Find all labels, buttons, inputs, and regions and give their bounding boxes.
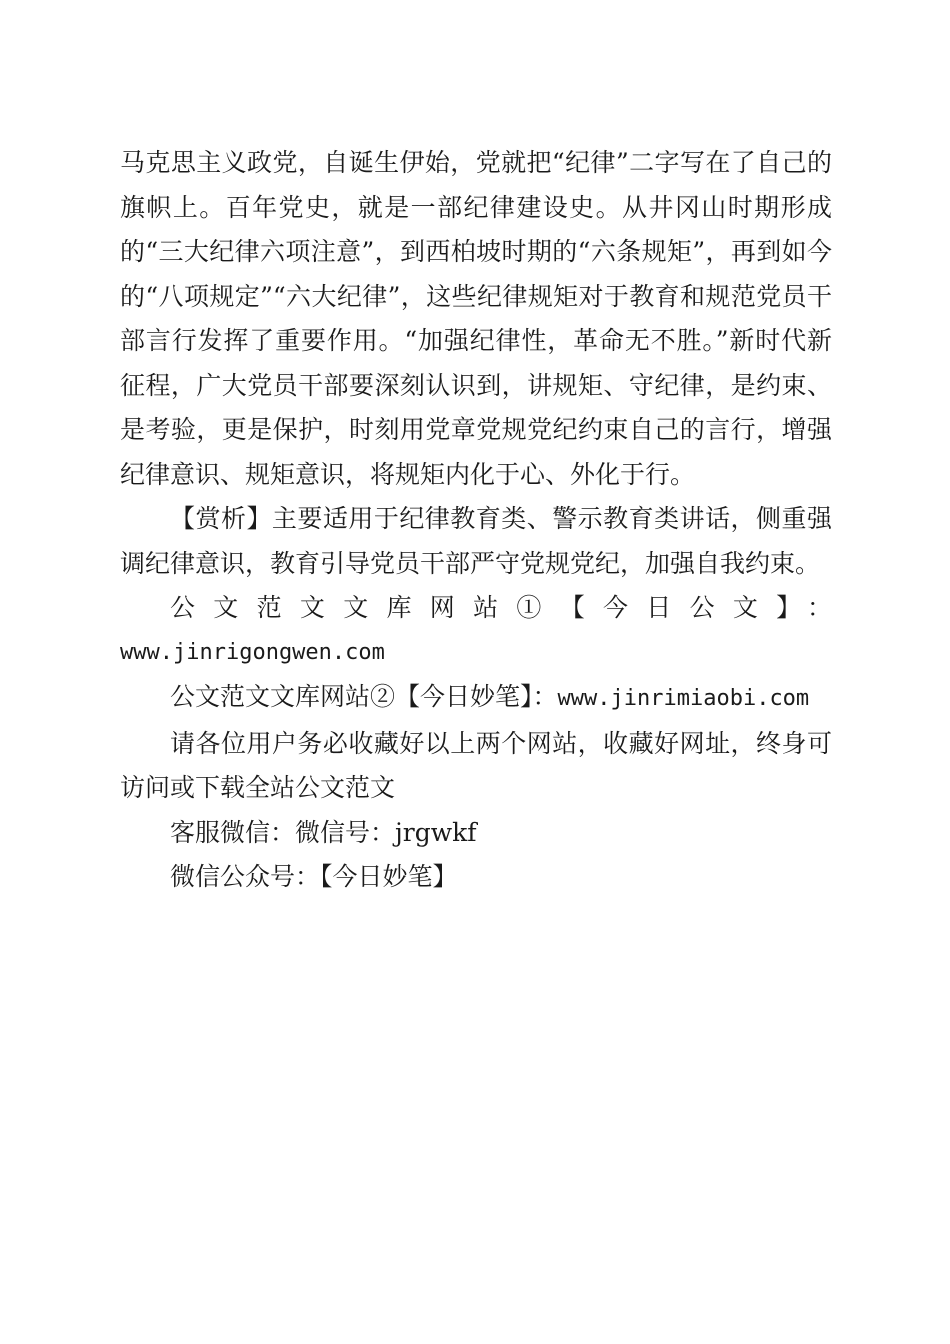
site-2-line [120,675,832,722]
service-wechat-text: 客服微信：微信号：jrgwkf [170,817,477,847]
document-body [120,141,832,900]
site-1-block [120,586,832,675]
body-paragraph-commentary: 【赏析】主要适用于纪律教育类、警示教育类讲话，侧重强调纪律意识，教育引导党员干部严守党规党纪，加强自我约束。 [120,504,832,578]
site-1-label: 公文范文文库网站①【今日公文】： [170,593,832,622]
body-paragraph-discipline: 马克思主义政党，自诞生伊始，党就把“纪律”二字写在了自己的旗帜上。百年党史，就是一部纪律建设史。从井冈山时期形成的“三大纪律六项注意”，到西柏坡时期的“六条规矩”，再到如今的“八项规定”“六大纪律”，这些纪律规矩对于教育和规范党员干部言行发挥了重要作用。“加强纪律性，革命无不胜。”新时代新征程，广大党员干部要深刻认识到，讲规矩、守纪律，是约束、是考验，更是保护，时刻用党章党规党纪约束自己的言行，增强纪律意识、规矩意识，将规矩内化于心、外化于行。 [120,148,832,489]
wechat-account-text: 微信公众号：【今日妙笔】 [170,862,458,891]
reminder-text: 请各位用户务必收藏好以上两个网站，收藏好网址，终身可访问或下载全站公文范文 [120,728,832,802]
site-1-url[interactable]: www.jinrigongwen.com [120,639,385,665]
site-2-url[interactable]: www.jinrimiaobi.com [557,686,810,711]
site-2-label: 公文范文文库网站②【今日妙笔】： [170,682,558,711]
